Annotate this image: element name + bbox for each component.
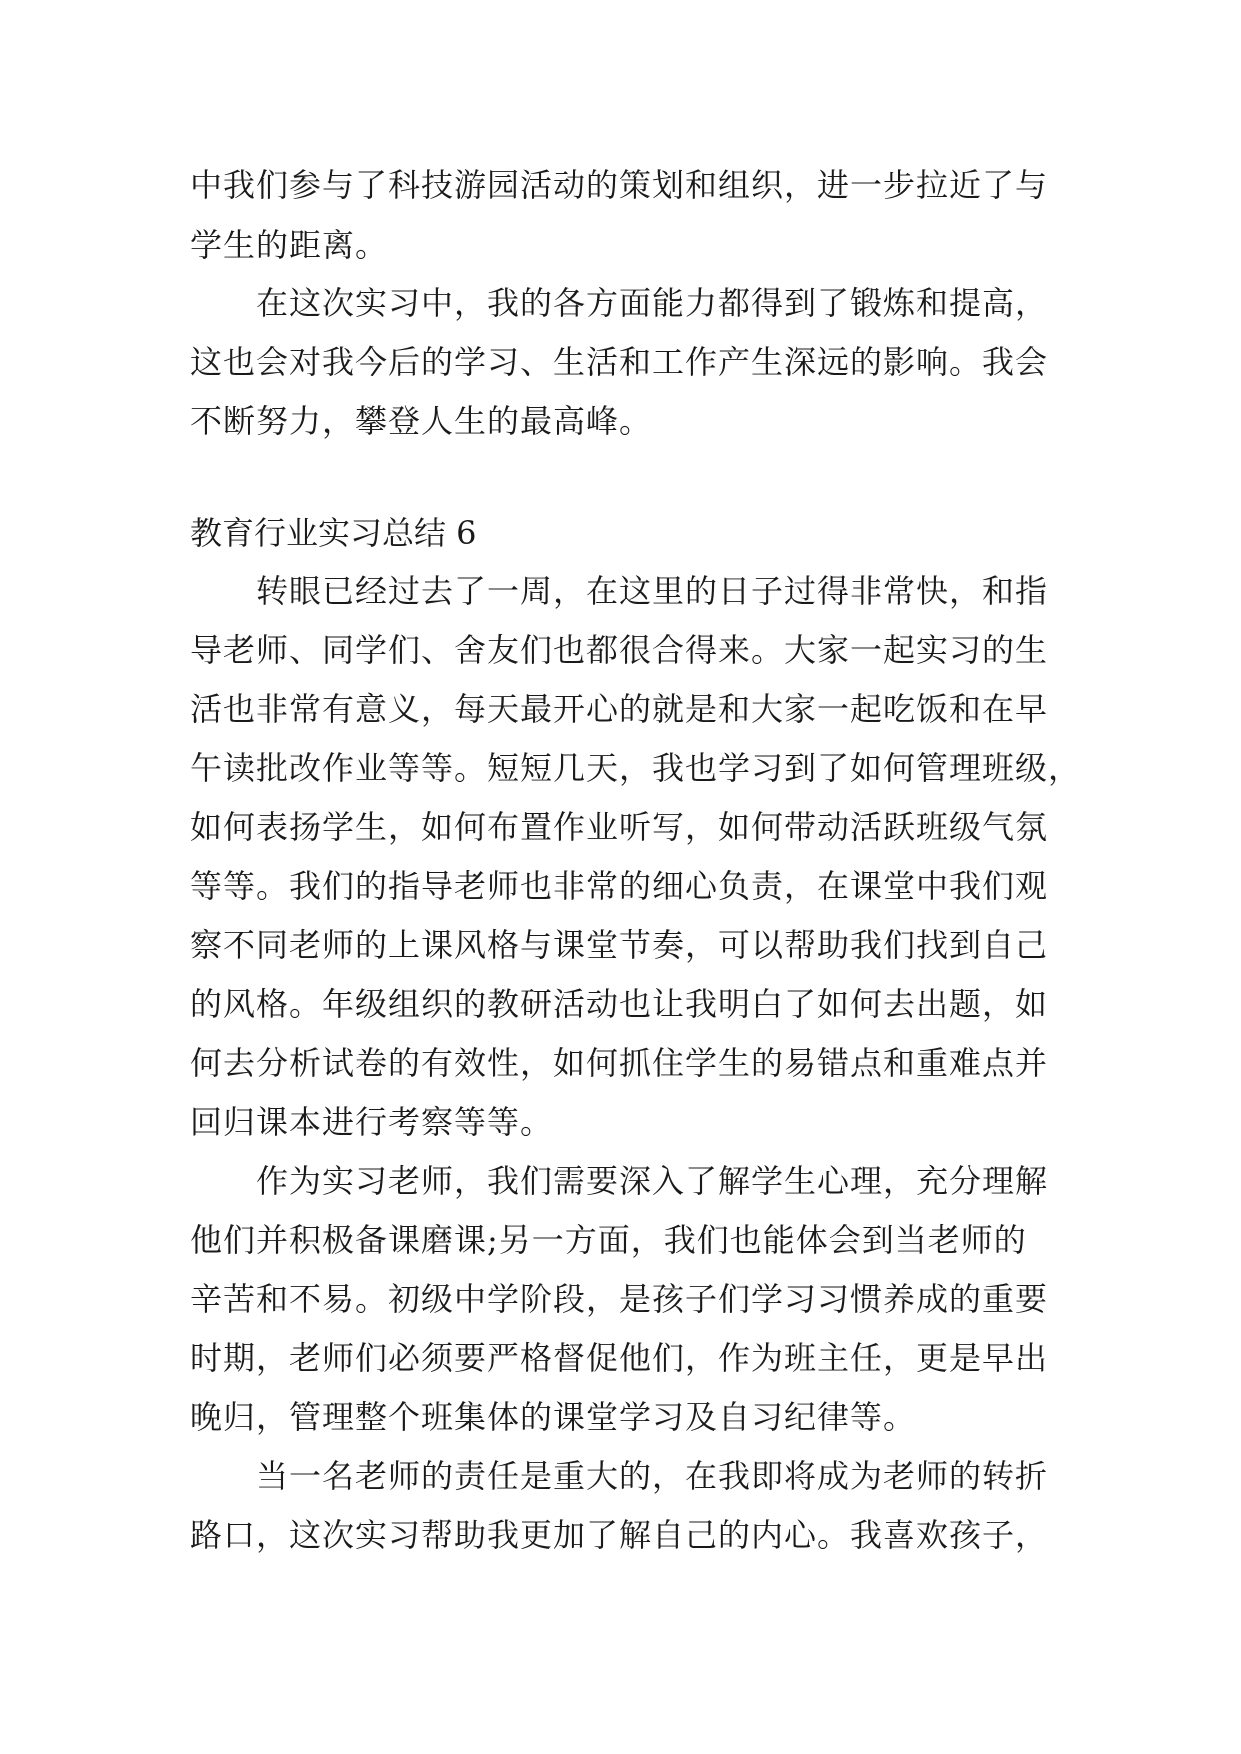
text-line: 察不同老师的上课风格与课堂节奏，可以帮助我们找到自己 — [190, 926, 1049, 964]
text-line: 的风格。年级组织的教研活动也让我明白了如何去出题，如 — [190, 985, 1049, 1023]
text-line: 等等。我们的指导老师也非常的细心负责，在课堂中我们观 — [190, 867, 1049, 905]
text-line: 学生的距离。 — [190, 226, 389, 264]
section-title: 教育行业实习总结 6 — [190, 514, 477, 552]
text-line: 中我们参与了科技游园活动的策划和组织，进一步拉近了与 — [190, 166, 1049, 204]
text-line: 午读批改作业等等。短短几天，我也学习到了如何管理班级， — [190, 749, 1082, 787]
text-line: 作为实习老师，我们需要深入了解学生心理，充分理解 — [256, 1162, 1049, 1200]
text-line: 不断努力，攀登人生的最高峰。 — [190, 402, 653, 440]
text-line: 路口，这次实习帮助我更加了解自己的内心。我喜欢孩子， — [190, 1516, 1049, 1554]
text-line: 如何表扬学生，如何布置作业听写，如何带动活跃班级气氛 — [190, 808, 1049, 846]
text-line: 活也非常有意义，每天最开心的就是和大家一起吃饭和在早 — [190, 690, 1049, 728]
text-line: 晚归，管理整个班集体的课堂学习及自习纪律等。 — [190, 1398, 917, 1436]
text-line: 转眼已经过去了一周，在这里的日子过得非常快，和指 — [256, 572, 1049, 610]
text-line: 当一名老师的责任是重大的，在我即将成为老师的转折 — [256, 1457, 1049, 1495]
text-line: 导老师、同学们、舍友们也都很合得来。大家一起实习的生 — [190, 631, 1049, 669]
text-line: 时期，老师们必须要严格督促他们，作为班主任，更是早出 — [190, 1339, 1049, 1377]
text-line: 他们并积极备课磨课;另一方面，我们也能体会到当老师的 — [190, 1221, 1027, 1259]
text-line: 何去分析试卷的有效性，如何抓住学生的易错点和重难点并 — [190, 1044, 1049, 1082]
text-line: 这也会对我今后的学习、生活和工作产生深远的影响。我会 — [190, 343, 1049, 381]
text-line: 在这次实习中，我的各方面能力都得到了锻炼和提高， — [256, 284, 1049, 322]
text-line: 回归课本进行考察等等。 — [190, 1103, 554, 1141]
text-line: 辛苦和不易。初级中学阶段，是孩子们学习习惯养成的重要 — [190, 1280, 1049, 1318]
